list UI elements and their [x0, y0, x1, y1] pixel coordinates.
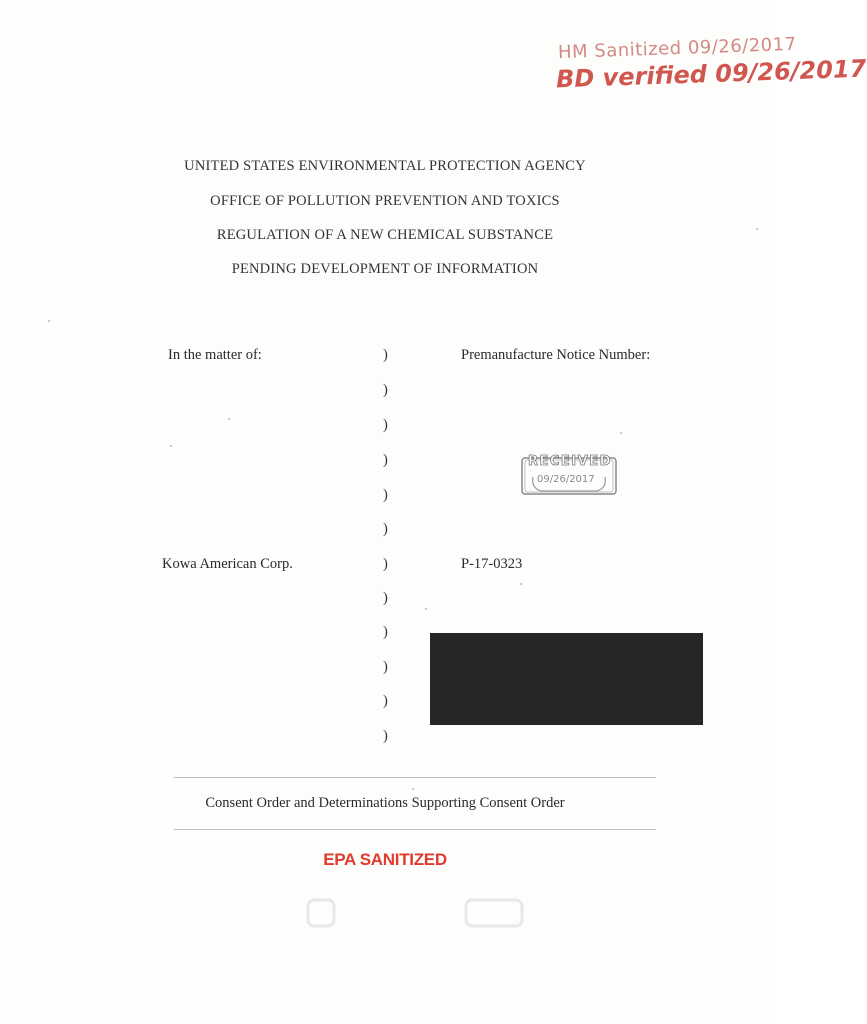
- caption-paren: ): [383, 693, 388, 709]
- caption-paren: ): [383, 590, 388, 606]
- bleed-through-mark: [306, 896, 526, 930]
- rule-top: [174, 777, 656, 778]
- scan-speck: [170, 445, 172, 447]
- caption-paren: ): [383, 382, 388, 398]
- company-name: Kowa American Corp.: [162, 556, 293, 572]
- caption-paren: ): [383, 347, 388, 363]
- handwritten-sanitized-note: HM Sanitized 09/26/2017: [557, 33, 797, 64]
- header-pending: PENDING DEVELOPMENT OF INFORMATION: [231, 261, 539, 277]
- caption-paren: ): [383, 556, 388, 572]
- caption-paren: ): [383, 487, 388, 503]
- header-agency: UNITED STATES ENVIRONMENTAL PROTECTION AGENCY: [184, 158, 586, 174]
- document-title: Consent Order and Determinations Supporting Consent Order: [205, 795, 565, 811]
- epa-sanitized-stamp: EPA SANITIZED: [323, 850, 447, 869]
- received-stamp-label: RECEIVED: [528, 454, 612, 469]
- scan-speck: [620, 432, 622, 434]
- rule-bottom: [174, 829, 656, 830]
- scan-speck: [425, 608, 427, 610]
- caption-paren: ): [383, 521, 388, 537]
- header-regulation: REGULATION OF A NEW CHEMICAL SUBSTANCE: [216, 227, 554, 243]
- caption-paren: ): [383, 417, 388, 433]
- scan-speck: [48, 320, 50, 322]
- caption-paren: ): [383, 452, 388, 468]
- caption-paren: ): [383, 624, 388, 640]
- scan-speck: [520, 583, 522, 585]
- caption-paren: ): [383, 659, 388, 675]
- received-stamp-date: 09/26/2017: [537, 474, 595, 485]
- caption-paren: ): [383, 728, 388, 744]
- matter-label: In the matter of:: [168, 347, 262, 363]
- scan-speck: [228, 418, 230, 420]
- handwritten-verified-note: BD verified 09/26/2017: [555, 54, 867, 94]
- scan-speck: [412, 788, 414, 790]
- pmn-number: P-17-0323: [461, 556, 523, 572]
- pmn-label: Premanufacture Notice Number:: [461, 347, 651, 363]
- header-office: OFFICE OF POLLUTION PREVENTION AND TOXICS: [210, 193, 560, 209]
- redaction-block: [430, 633, 703, 725]
